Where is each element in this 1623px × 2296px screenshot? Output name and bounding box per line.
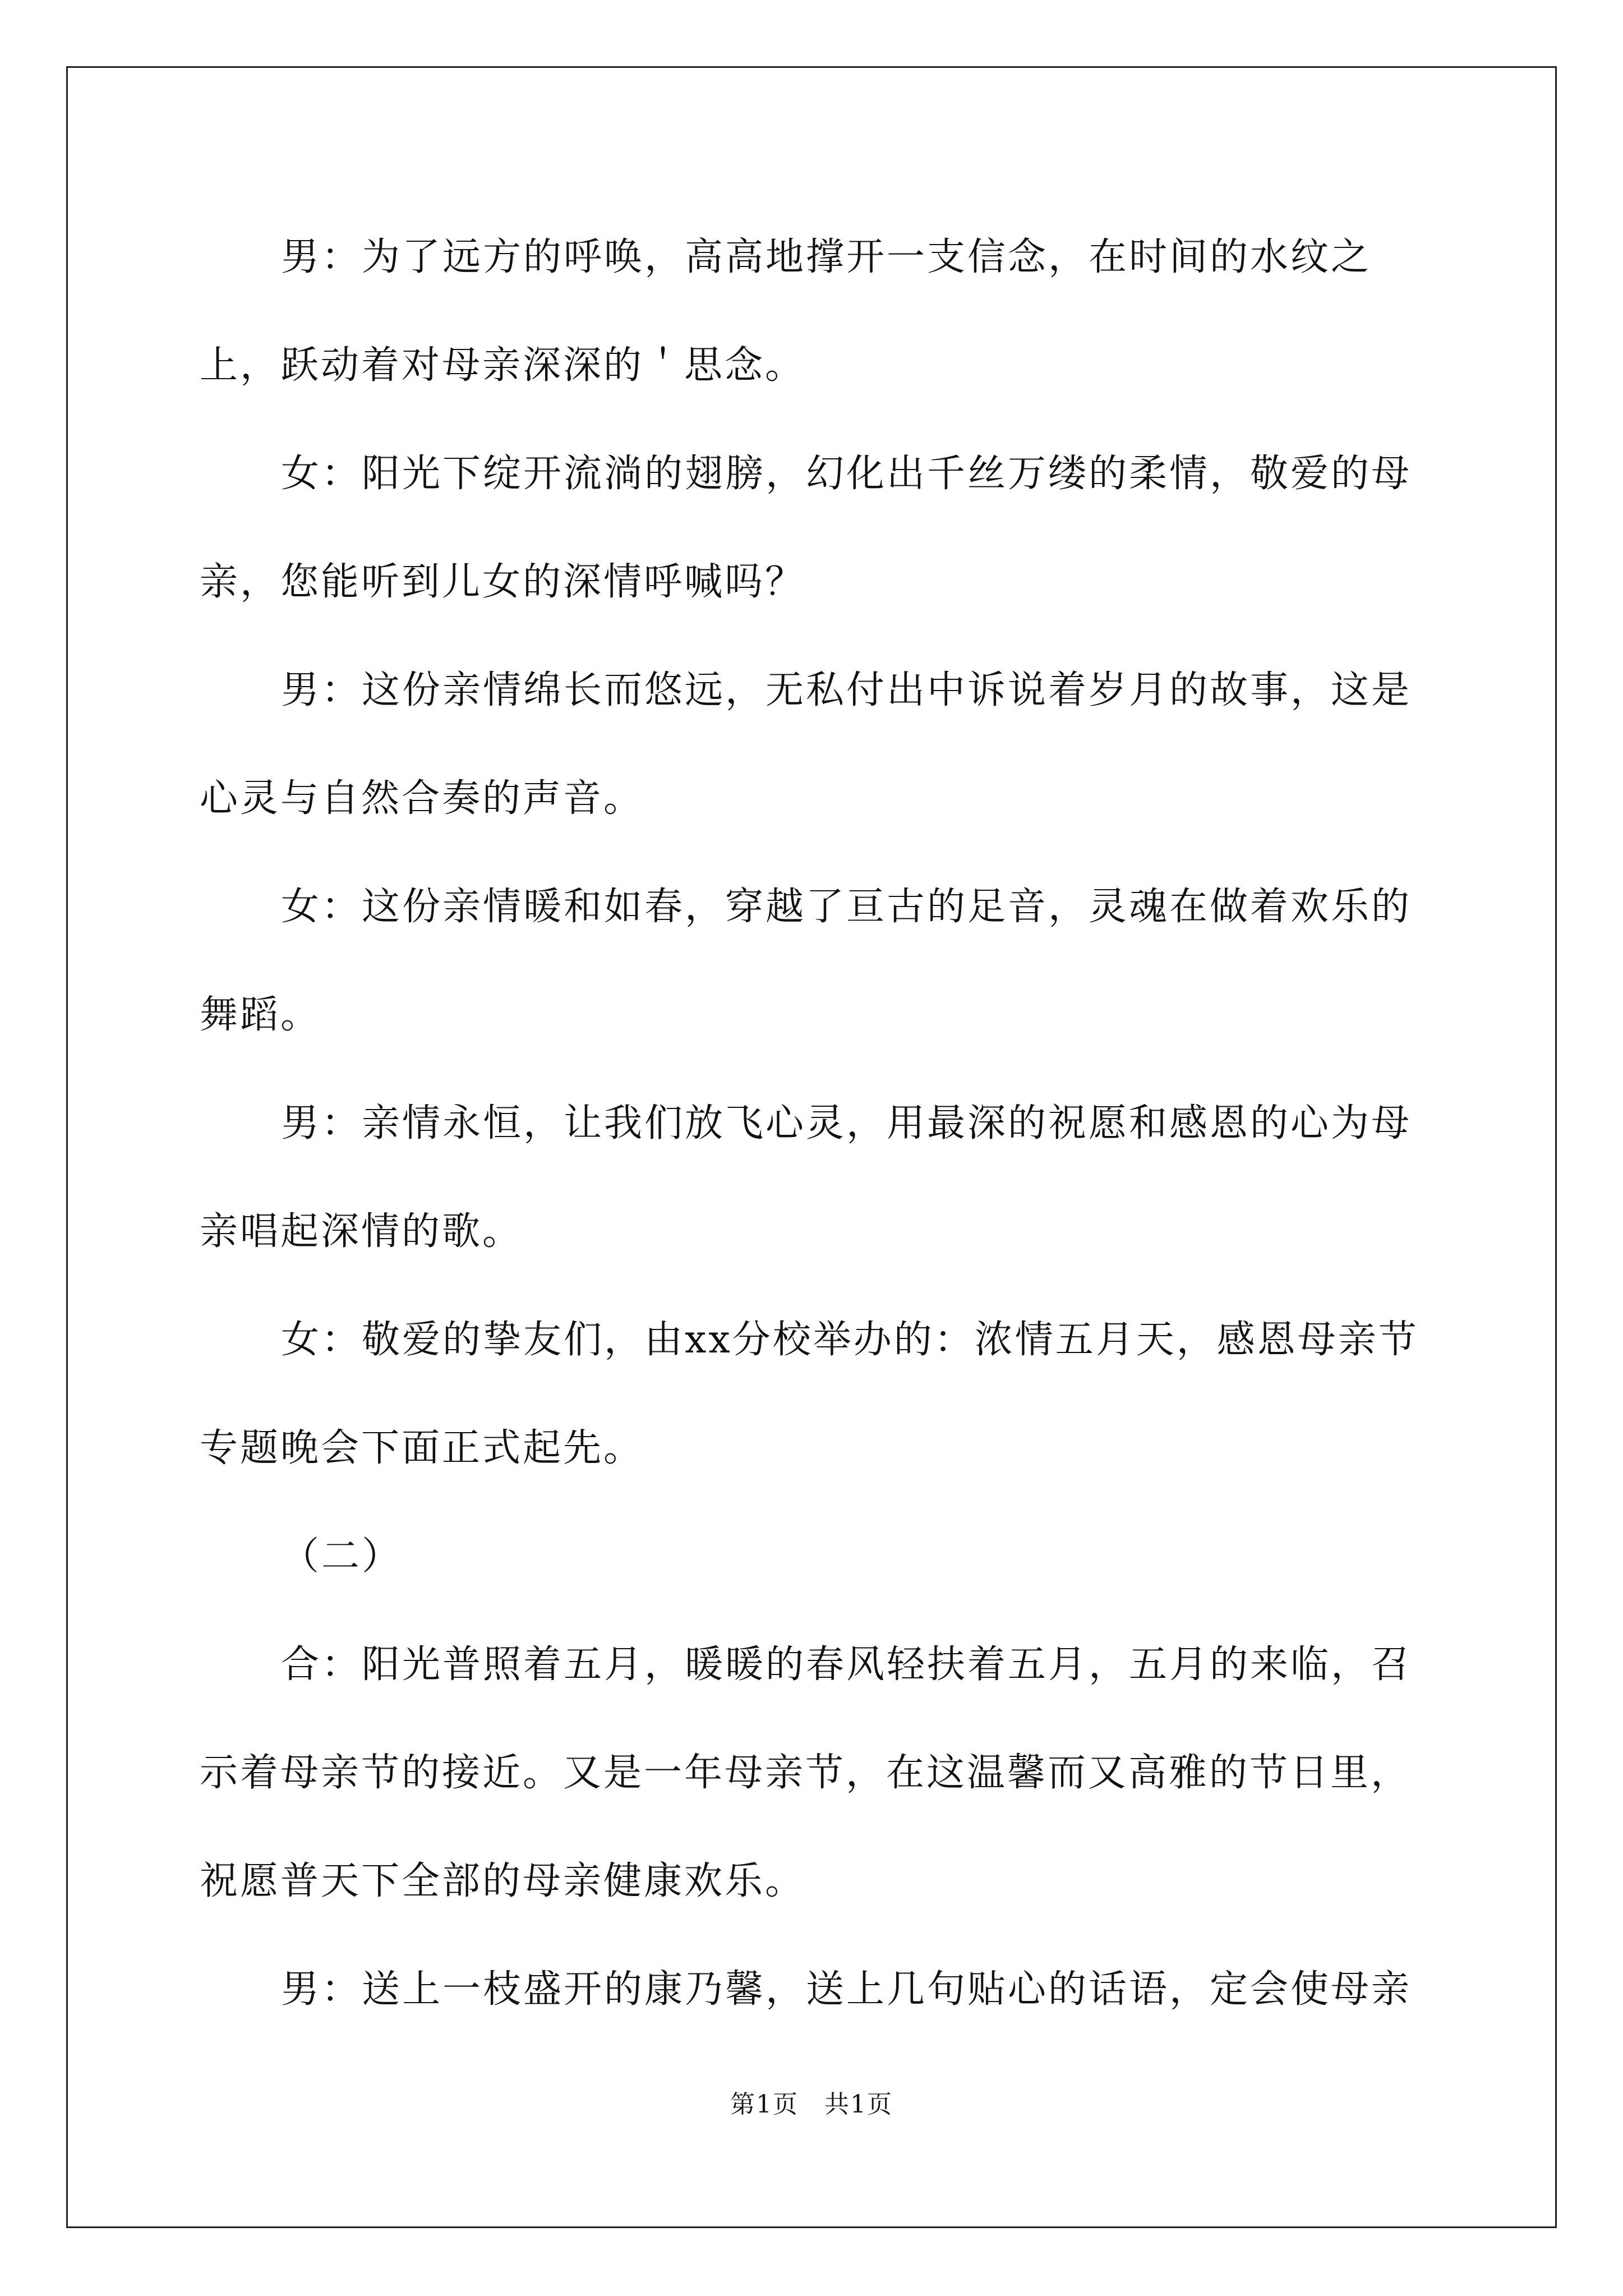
paragraph-1: 男：为了远方的呼唤，高高地撑开一支信念，在时间的水纹之上，跃动着对母亲深深的＇思念。 xyxy=(200,235,1372,388)
section-heading: （二） xyxy=(281,1534,403,1579)
paragraph-7: 合：阳光普照着五月，暖暖的春风轻扶着五月，五月的来临，召示着母亲节的接近。又是一年母亲节，在这温馨而又高雅的节日里，祝愿普天下全部的母亲健康欢乐。 xyxy=(200,1642,1412,1903)
paragraph-3: 男：这份亲情绵长而悠远，无私付出中诉说着岁月的故事，这是心灵与自然合奏的声音。 xyxy=(200,668,1412,821)
paragraph-2: 女：阳光下绽开流淌的翅膀，幻化出千丝万缕的柔情，敬爱的母亲，您能听到儿女的深情呼喊吗？ xyxy=(200,452,1412,604)
paragraph-8: 男：送上一枝盛开的康乃馨，送上几句贴心的话语，定会使母亲 xyxy=(281,1967,1412,2012)
paragraph-4: 女：这份亲情暖和如春，穿越了亘古的足音，灵魂在做着欢乐的舞蹈。 xyxy=(200,885,1412,1037)
paragraph-6: 女：敬爱的挚友们，由xx分校举办的：浓情五月天，感恩母亲节专题晚会下面正式起先。 xyxy=(200,1318,1419,1470)
document-body xyxy=(200,203,1433,2044)
paragraph-5: 男：亲情永恒，让我们放飞心灵，用最深的祝愿和感恩的心为母亲唱起深情的歌。 xyxy=(200,1101,1412,1254)
page-number-footer: 第1页 共1页 xyxy=(730,2090,893,2119)
